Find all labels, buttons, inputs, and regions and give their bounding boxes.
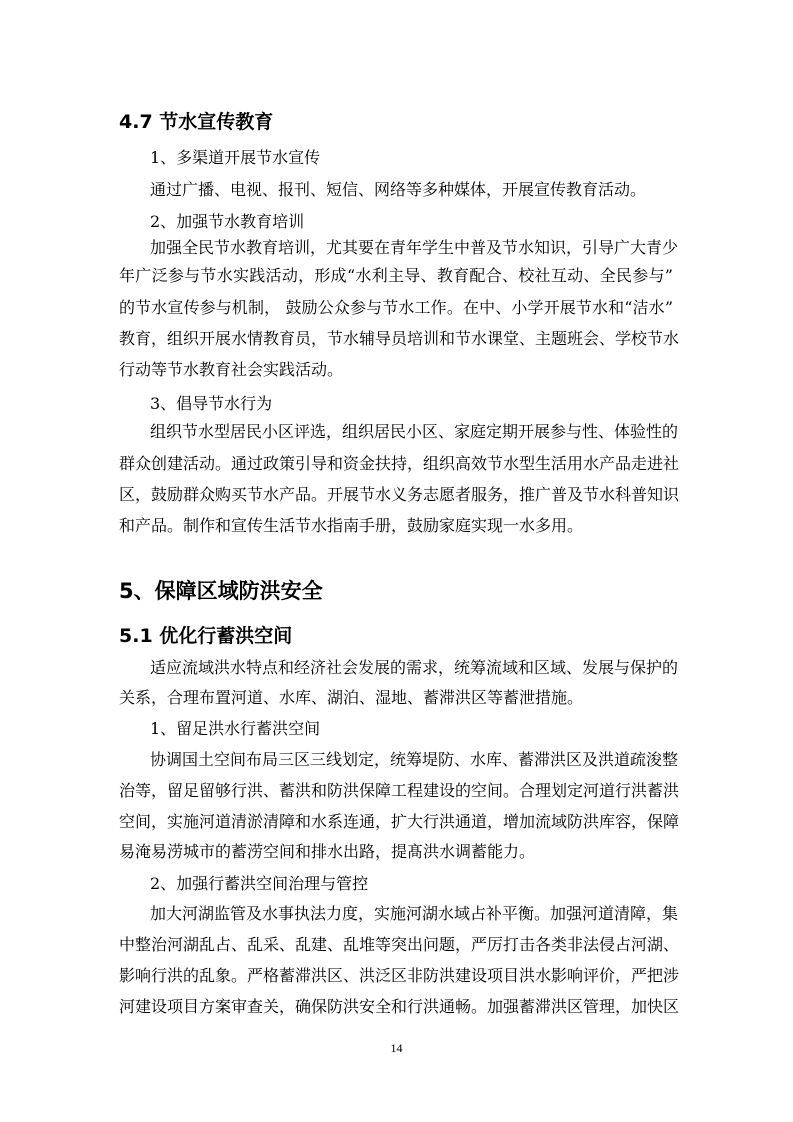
- paragraph-line: 适应流域洪水特点和经济社会发展的需求，统筹流域和区域、发展与保护的: [150, 658, 679, 677]
- section-heading-5-1: 5.1 优化行蓄洪空间: [119, 625, 293, 647]
- paragraph-line: 易淹易涝城市的蓄涝空间和排水出路，提髙洪水调蓄能力。: [119, 842, 536, 861]
- paragraph-line: 协调国土空间布局三区三线划定，统筹堤防、水库、蓄滞洪区及洪道疏浚整: [150, 750, 679, 769]
- paragraph-line: 通过广播、电视、报刊、短信、网络等多种媒体，开展宣传教育活动。: [150, 180, 647, 199]
- paragraph-line: 组织节水型居民小区评选，组织居民小区、家庭定期开展参与性、体验性的: [150, 422, 679, 441]
- paragraph-line: 年广泛参与节水实践活动，形成“水利主导、教育配合、校社互动、全民参与”: [119, 266, 673, 285]
- paragraph-line: 和产品。制作和宣传生活节水指南手册，鼓励家庭实现一水多用。: [119, 516, 584, 535]
- paragraph-line: 加强全民节水教育培训，尤其要在青年学生中普及节水知识，引导广大青少: [150, 238, 679, 257]
- item-title-2: 2、加强节水教育培训: [150, 212, 305, 231]
- paragraph-line: 关系，合理布置河道、水库、湖泊、湿地、蓄滞洪区等蓄泄措施。: [119, 688, 584, 707]
- paragraph-line: 行动等节水教育社会实践活动。: [119, 360, 344, 379]
- paragraph-line: 影响行洪的乱象。严格蓄滞洪区、洪泛区非防洪建设项目洪水影响评价，严把涉: [119, 966, 680, 985]
- section-heading-4-7: 4.7 节水宣传教育: [119, 111, 274, 133]
- page-number: 14: [390, 1041, 403, 1055]
- paragraph-line: 中整治河湖乱占、乱采、乱建、乱堆等突出问题，严厉打击各类非法侵占河湖、: [119, 935, 680, 954]
- item-title-1: 1、留足洪水行蓄洪空间: [150, 719, 321, 738]
- paragraph-line: 的节水宣传参与机制， 鼓励公众参与节水工作。在中、小学开展节水和“洁水”: [119, 298, 673, 317]
- paragraph-line: 河建设项目方案审查关，确保防洪安全和行洪通畅。加强蓄滞洪区管理，加快区: [119, 997, 680, 1016]
- paragraph-line: 治等，留足留够行洪、蓄洪和防洪保障工程建设的空间。合理划定河道行洪蓄洪: [119, 781, 680, 800]
- section-heading-5: 5、保障区域防洪安全: [119, 579, 323, 603]
- paragraph-line: 加大河湖监管及水事执法力度，实施河湖水域占补平衡。加强河道清障，集: [150, 904, 679, 923]
- paragraph-line: 群众创建活动。通过政策引导和资金扶持，组织高效节水型生活用水产品走进社: [119, 454, 680, 473]
- paragraph-line: 教育，组织开展水情教育员，节水辅导员培训和节水课堂、主题班会、学校节水: [119, 329, 680, 348]
- item-title-2: 2、加强行蓄洪空间治理与管控: [150, 874, 369, 893]
- paragraph-line: 区，鼓励群众购买节水产品。开展节水义务志愿者服务，推广普及节水科普知识: [119, 485, 680, 504]
- item-title-3: 3、倡导节水行为: [150, 394, 273, 413]
- item-title-1: 1、多渠道开展节水宣传: [150, 148, 321, 167]
- paragraph-line: 空间，实施河道清淤清障和水系连通，扩大行洪通道，增加流域防洪库容，保障: [119, 812, 680, 831]
